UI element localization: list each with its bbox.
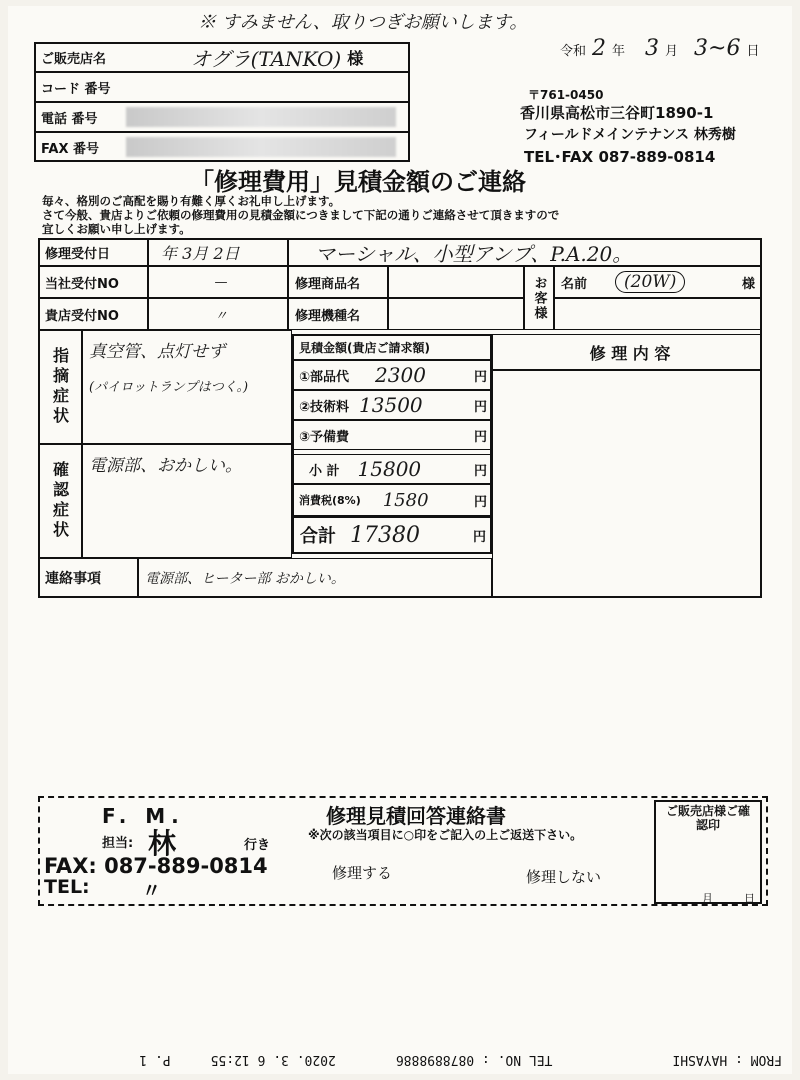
date-era: 令和	[560, 44, 587, 59]
confirm-day: 日	[744, 892, 755, 905]
footer-from: FROM : HAYASHI	[672, 1052, 782, 1068]
shop-label: ご販売店名	[41, 51, 107, 67]
tech-yen: 円	[473, 399, 487, 415]
header-note: ※ すみません、取りつぎお願いします。	[198, 12, 528, 33]
footer-date: 2020. 3. 6 12:55	[210, 1052, 336, 1068]
total-label: 合計	[300, 526, 336, 547]
shop-no-value-cell	[148, 298, 288, 330]
customer-label-cell	[524, 266, 554, 330]
symptom-line1: 真空管、点灯せず	[89, 342, 225, 362]
received-value: 年 3月 2日	[161, 243, 240, 263]
model-label-cell	[288, 298, 388, 330]
shop-suffix: 様	[347, 48, 364, 68]
reserve-label: ③予備費	[299, 429, 350, 445]
product-name-label-cell	[288, 266, 388, 298]
received-label-cell	[38, 238, 148, 266]
customer-name-cell	[554, 266, 762, 298]
total-value: 17380	[350, 522, 420, 548]
total-yen: 円	[472, 529, 486, 545]
parts-yen: 円	[473, 369, 487, 385]
shop-no-value: 〃	[214, 308, 228, 324]
reserve-yen: 円	[473, 429, 487, 445]
confirm-label-cell	[38, 444, 82, 558]
reply-rep-label: 担当:	[102, 836, 134, 851]
date-year-unit: 年	[612, 44, 626, 59]
page-title: 「修理費用」見積金額のご連絡	[190, 168, 526, 196]
contact-label-cell	[38, 558, 138, 598]
shop-no-label-cell	[38, 298, 148, 330]
footer-tel: TEL NO. : 0878898886	[395, 1052, 553, 1068]
tax-row	[292, 484, 492, 516]
reserve-row	[292, 420, 492, 450]
customer-name-value: (20W)	[615, 271, 685, 293]
code-label: コード 番号	[41, 81, 111, 97]
estimate-header-cell	[292, 334, 492, 360]
reply-from: F. M.	[102, 804, 185, 828]
confirm-month: 月	[702, 892, 713, 905]
date-line	[560, 36, 760, 61]
intro-line: 毎々、格別のご高配を賜り有難く厚くお礼申し上げます。	[42, 194, 341, 208]
customer-name-label: 名前	[561, 276, 588, 292]
subtotal-label: 小 計	[309, 463, 340, 479]
customer-extra-cell	[554, 298, 762, 330]
reply-to-suffix: 行き	[244, 838, 271, 853]
company-address: 香川県高松市三谷町1890-1	[520, 104, 714, 122]
fax-footer	[8, 1048, 792, 1072]
reply-tel-label: TEL:	[44, 876, 90, 898]
model-value-cell	[388, 298, 524, 330]
reply-note: ※次の該当項目に○印をご記入の上ご返送下さい。	[308, 828, 583, 842]
intro-line: さて今般、貴店よりご依頼の修理費用の見積金額につきまして下記の通りご連絡させて頂きますので	[42, 208, 560, 222]
date-day-unit: 日	[746, 44, 760, 59]
company-name: フィールドメインテナンス 林秀樹	[524, 127, 736, 143]
product-title-cell	[288, 238, 762, 266]
subtotal-yen: 円	[473, 463, 487, 479]
tech-row	[292, 390, 492, 420]
do-repair-option[interactable]: 修理する	[332, 864, 393, 882]
repair-header-cell	[492, 334, 762, 370]
tech-label: ②技術料	[299, 399, 350, 415]
fax-sheet	[8, 6, 792, 1074]
subtotal-row	[292, 454, 492, 484]
confirm-value-cell	[82, 444, 292, 558]
intro-line: 宜しくお願い申し上げます。	[42, 222, 191, 236]
symptom-label-cell	[38, 330, 82, 444]
symptom-line2: (パイロットランプはつく。)	[89, 380, 249, 395]
tax-label: 消費税(8%)	[299, 494, 361, 507]
parts-value: 2300	[375, 363, 426, 387]
contact-label: 連絡事項	[45, 571, 101, 587]
product-title: マーシャル、小型アンプ、P.A.20。	[315, 241, 633, 266]
received-value-cell	[148, 238, 288, 266]
product-name-value-cell	[388, 266, 524, 298]
reply-title: 修理見積回答連絡書	[326, 804, 506, 828]
company-zip: 〒761-0450	[528, 88, 604, 102]
our-no-label-cell	[38, 266, 148, 298]
date-day: 3~6	[694, 36, 741, 61]
customer-label: お客様	[531, 275, 547, 321]
reply-tel-value: 〃	[142, 880, 162, 902]
confirm-label: 確認症状	[50, 461, 70, 541]
estimate-header: 見積金額(貴店ご請求額)	[299, 340, 430, 355]
fax-redaction	[126, 137, 396, 157]
customer-suffix: 様	[741, 276, 755, 292]
reply-fax: FAX: 087-889-0814	[44, 854, 268, 878]
date-month: 3	[645, 36, 660, 61]
total-row	[292, 516, 492, 554]
shop-name: オグラ(TANKO)	[191, 46, 342, 71]
tax-value: 1580	[382, 489, 429, 511]
our-no-value-cell	[148, 266, 288, 298]
symptom-label: 指摘症状	[50, 347, 70, 427]
parts-row	[292, 360, 492, 390]
repair-label: 修 理 内 容	[589, 343, 671, 363]
tech-value: 13500	[359, 393, 423, 417]
our-no-value: —	[214, 274, 228, 290]
phone-redaction	[126, 107, 396, 127]
date-month-unit: 月	[665, 44, 679, 59]
tax-yen: 円	[473, 494, 487, 510]
shop-no-label: 貴店受付NO	[45, 308, 119, 324]
our-no-label: 当社受付NO	[45, 276, 119, 292]
subtotal-value: 15800	[357, 457, 422, 481]
received-label: 修理受付日	[45, 246, 111, 262]
company-telfax: TEL･FAX 087-889-0814	[524, 148, 716, 166]
symptom-value-cell	[82, 330, 292, 444]
reply-rep-name: 林	[148, 827, 177, 860]
confirm-stamp-title: ご販売店様ご確認印	[665, 804, 750, 832]
contact-value-cell	[138, 558, 492, 598]
no-repair-option[interactable]: 修理しない	[526, 868, 602, 886]
date-year: 2	[592, 36, 607, 61]
repair-content-cell	[492, 370, 762, 598]
footer-page: P. 1	[139, 1052, 171, 1068]
code-row	[34, 72, 410, 102]
phone-label: 電話 番号	[41, 111, 98, 127]
parts-label: ①部品代	[299, 369, 350, 385]
fax-label: FAX 番号	[41, 141, 99, 157]
confirm-line1: 電源部、おかしい。	[89, 456, 242, 476]
product-name-label: 修理商品名	[295, 276, 361, 292]
intro-text	[42, 194, 559, 236]
shop-row	[34, 42, 410, 72]
contact-value: 電源部、ヒーター部 おかしい。	[145, 571, 345, 587]
model-label: 修理機種名	[295, 308, 361, 324]
